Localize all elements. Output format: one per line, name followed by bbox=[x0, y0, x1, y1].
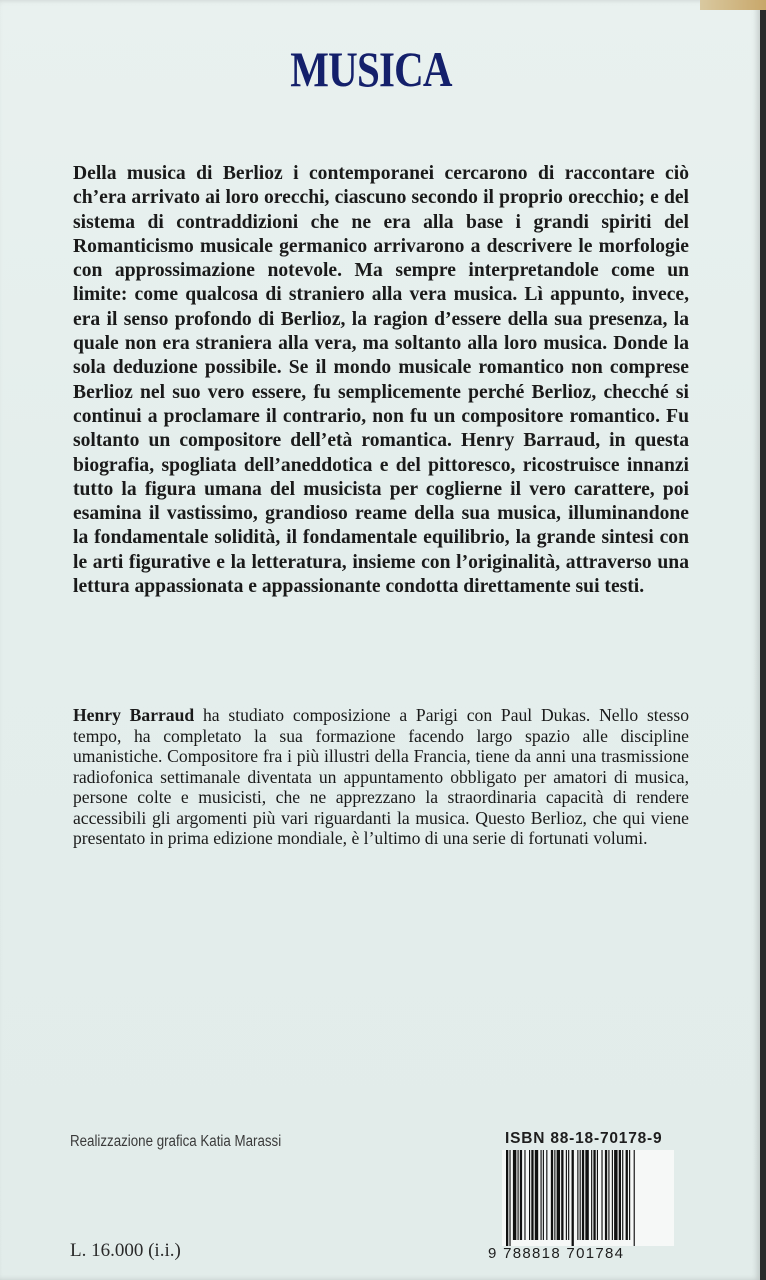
barcode-bar bbox=[612, 1150, 613, 1240]
cover-edge bbox=[700, 0, 766, 10]
barcode-bar bbox=[601, 1150, 602, 1240]
barcode-bar bbox=[543, 1150, 544, 1240]
barcode-bar bbox=[554, 1150, 555, 1240]
barcode-bar bbox=[541, 1150, 542, 1240]
barcode-bar bbox=[535, 1150, 538, 1240]
barcode-bar bbox=[597, 1150, 598, 1240]
isbn-label: ISBN 88-18-70178-9 bbox=[505, 1130, 663, 1147]
barcode-bar bbox=[619, 1150, 621, 1240]
barcode-bar bbox=[529, 1150, 530, 1240]
barcode-bar bbox=[634, 1150, 635, 1246]
book-description: Della musica di Berlioz i contemporanei cercarono di raccontare ciò ch’era arrivato ai loro orecchi, ciascuno secondo il proprio orecchio; e del sistema di contraddizioni che ne era alla base i grandi spiriti del Romanticismo musicale germanico arrivarono a descrivere le morfologie con approssimazione notevole. Ma sempre interpretandole come un limite: come qualcosa di straniero alla vera musica. Lì appunto, invece, era il senso profondo di Berlioz, la ragion d’essere della sua presenza, la quale non era straniera alla vera, ma soltanto alla loro musica. Donde la sola deduzione possibile. Se il mondo musicale romantico non comprese Berlioz nel suo vero essere, fu semplicemente perché Berlioz, checché si continui a proclamare il contrario, non fu un compositore romantico. Fu soltanto un compositore dell’età romantica. Henry Barraud, in questa biografia, spogliata dell’aneddotica e del pittoresco, ricostruisce innanzi tutto la figura umana del musicista per coglierne il vero carattere, poi esamina il vastissimo, grandioso reame della sua musica, illuminandone la fondamentale solidità, il fondamentale equilibrio, la grande sintesi con le arti figurative e la letteratura, insieme con l’originalità, attraverso una lettura appassionata e appassionante condotta direttamente sui testi. bbox=[73, 163, 689, 598]
barcode-bar bbox=[605, 1150, 607, 1240]
barcode-bar bbox=[585, 1150, 588, 1240]
barcode-bar bbox=[561, 1150, 563, 1240]
barcode-bar bbox=[591, 1150, 592, 1240]
barcode-bar bbox=[509, 1150, 510, 1246]
barcode-bar bbox=[629, 1150, 630, 1240]
barcode-bar bbox=[513, 1150, 516, 1240]
barcode-bar bbox=[622, 1150, 623, 1240]
barcode-bar bbox=[524, 1150, 525, 1240]
barcode-bar bbox=[580, 1150, 581, 1240]
barcode-bar bbox=[593, 1150, 595, 1240]
barcode-bar bbox=[557, 1150, 560, 1240]
barcode-bar bbox=[531, 1150, 533, 1240]
barcode-bar bbox=[568, 1150, 569, 1240]
barcode-bar bbox=[518, 1150, 519, 1240]
author-bio-text: ha studiato composizione a Parigi con Paul Dukas. Nello stesso tempo, ha completato la sua formazione facendo largo spazio alle discipline umanistiche. Compositore fra i più illustri della Francia, tiene da anni una trasmissione radiofonica settimanale diventata un appuntamento obbligato per amatori di musica, persone colte e musicisti, che ne apprezzano la straordinaria capacità di rendere accessibili gli argomenti più vari riguardanti la musica. Questo Berlioz, che qui viene presentato in prima edizione mondiale, è l’ultimo di una serie di fortunati volumi. bbox=[73, 705, 689, 848]
barcode-bar bbox=[626, 1150, 628, 1240]
price-label: L. 16.000 (i.i.) bbox=[70, 1240, 181, 1261]
barcode-bar bbox=[608, 1150, 609, 1240]
barcode-number: 9 788818 701784 bbox=[488, 1245, 625, 1262]
author-name: Henry Barraud bbox=[73, 705, 195, 725]
barcode-bar bbox=[614, 1150, 617, 1240]
author-bio bbox=[73, 705, 689, 849]
barcode-bar bbox=[577, 1150, 578, 1240]
barcode-bar bbox=[551, 1150, 553, 1240]
series-title: MUSICA bbox=[290, 41, 452, 97]
barcode-bar bbox=[572, 1150, 574, 1246]
barcode-image bbox=[502, 1150, 674, 1246]
barcode-bar bbox=[582, 1150, 584, 1240]
barcode-bar bbox=[546, 1150, 547, 1240]
graphic-design-credit: Realizzazione grafica Katia Marassi bbox=[70, 1133, 282, 1150]
barcode-bar bbox=[520, 1150, 522, 1240]
barcode-bar bbox=[566, 1150, 567, 1240]
barcode-bar bbox=[506, 1150, 508, 1246]
